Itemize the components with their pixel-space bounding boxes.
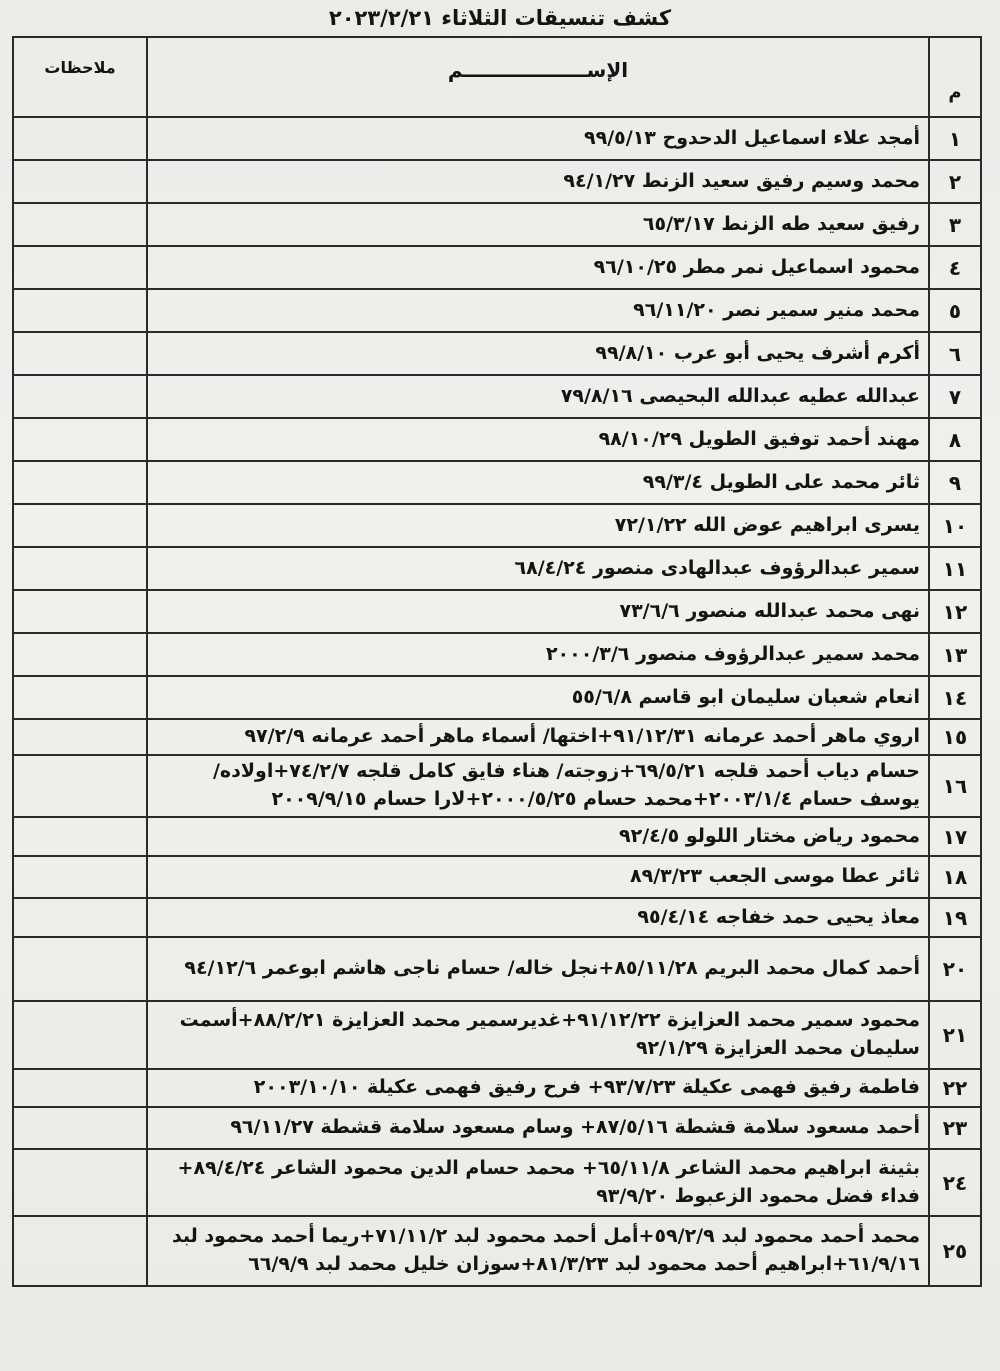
row-number: ٢١ — [929, 1001, 981, 1069]
table-row — [13, 375, 981, 418]
table-row — [13, 418, 981, 461]
row-name: بثينة ابراهيم محمد الشاعر ٦٥/١١/٨+ محمد حسام الدين محمود الشاعر ٨٩/٤/٢٤+ فداء فضل محمود الزعبوط ٩٣/٩/٢٠ — [147, 1149, 929, 1216]
row-notes — [13, 1001, 147, 1069]
row-number: ٢٤ — [929, 1149, 981, 1216]
row-name: أمجد علاء اسماعيل الدحدوح ٩٩/٥/١٣ — [147, 117, 929, 160]
table-row — [13, 1216, 981, 1286]
row-name: حسام دياب أحمد قلجه ٦٩/٥/٢١+زوجته/ هناء فايق كامل قلجه ٧٤/٢/٧+اولاده/يوسف حسام ٢٠٠٣/١/٤+محمد حسام ٢٠٠٠/٥/٢٥+لارا حسام ٢٠٠٩/٩/١٥ — [147, 755, 929, 817]
page-title: كشف تنسيقات الثلاثاء ٢٠٢٣/٢/٢١ — [328, 6, 672, 30]
row-notes — [13, 937, 147, 1001]
row-number: ١٦ — [929, 755, 981, 817]
row-notes — [13, 817, 147, 856]
row-name: ثائر عطا موسى الجعب ٨٩/٣/٢٣ — [147, 856, 929, 898]
row-number: ١١ — [929, 547, 981, 590]
row-name: أكرم أشرف يحيى أبو عرب ٩٩/٨/١٠ — [147, 332, 929, 375]
row-name: محمد سمير عبدالرؤوف منصور ٢٠٠٠/٣/٦ — [147, 633, 929, 676]
row-notes — [13, 755, 147, 817]
table-row — [13, 755, 981, 817]
table-row — [13, 289, 981, 332]
row-notes — [13, 676, 147, 719]
row-number: ٢ — [929, 160, 981, 203]
row-notes — [13, 719, 147, 755]
row-notes — [13, 160, 147, 203]
row-notes — [13, 856, 147, 898]
coordination-table — [12, 36, 982, 1287]
header-notes: ملاحظات — [13, 37, 147, 117]
table-row — [13, 856, 981, 898]
row-name: محمود سمير محمد العزايزة ٩١/١٢/٢٢+غديرسمير محمد العزايزة ٨٨/٢/٢١+أسمت سليمان محمد العزايزة ٩٢/١/٢٩ — [147, 1001, 929, 1069]
row-number: ٩ — [929, 461, 981, 504]
row-name: أحمد كمال محمد البريم ٨٥/١١/٢٨+نجل خاله/ حسام ناجى هاشم ابوعمر ٩٤/١٢/٦ — [147, 937, 929, 1001]
table-row — [13, 1001, 981, 1069]
row-number: ٦ — [929, 332, 981, 375]
row-notes — [13, 547, 147, 590]
table-row — [13, 1069, 981, 1107]
row-name: انعام شعبان سليمان ابو قاسم ٥٥/٦/٨ — [147, 676, 929, 719]
row-name: محمد منير سمير نصر ٩٦/١١/٢٠ — [147, 289, 929, 332]
table-row — [13, 633, 981, 676]
row-name: محمد أحمد محمود لبد ٥٩/٢/٩+أمل أحمد محمود لبد ٧١/١١/٢+ريما أحمد محمود لبد ٦١/٩/١٦+ابراهيم أحمد محمود لبد ٨١/٣/٢٣+سوزان خليل محمد لبد ٦٦/٩/٩ — [147, 1216, 929, 1286]
table-row — [13, 817, 981, 856]
table-row — [13, 117, 981, 160]
row-notes — [13, 375, 147, 418]
row-notes — [13, 289, 147, 332]
row-notes — [13, 1216, 147, 1286]
row-number: ٨ — [929, 418, 981, 461]
row-name: مهند أحمد توفيق الطويل ٩٨/١٠/٢٩ — [147, 418, 929, 461]
row-name: محمود رياض مختار اللولو ٩٢/٤/٥ — [147, 817, 929, 856]
row-number: ٢٥ — [929, 1216, 981, 1286]
table-row — [13, 547, 981, 590]
table-row — [13, 332, 981, 375]
row-name: سمير عبدالرؤوف عبدالهادى منصور ٦٨/٤/٢٤ — [147, 547, 929, 590]
row-notes — [13, 590, 147, 633]
row-notes — [13, 117, 147, 160]
header-number: م — [929, 37, 981, 117]
table-row — [13, 590, 981, 633]
table-row — [13, 504, 981, 547]
row-number: ٣ — [929, 203, 981, 246]
row-number: ١٤ — [929, 676, 981, 719]
row-name: اروي ماهر أحمد عرمانه ٩١/١٢/٣١+اختها/ أسماء ماهر أحمد عرمانه ٩٧/٢/٩ — [147, 719, 929, 755]
row-number: ١٣ — [929, 633, 981, 676]
row-number: ١٨ — [929, 856, 981, 898]
table-row — [13, 1107, 981, 1149]
row-number: ٤ — [929, 246, 981, 289]
row-notes — [13, 504, 147, 547]
row-notes — [13, 898, 147, 937]
table-row — [13, 461, 981, 504]
table-row — [13, 246, 981, 289]
table-row — [13, 676, 981, 719]
row-notes — [13, 1149, 147, 1216]
row-number: ٧ — [929, 375, 981, 418]
row-name: معاذ يحيى حمد خفاجه ٩٥/٤/١٤ — [147, 898, 929, 937]
row-name: ثائر محمد على الطويل ٩٩/٣/٤ — [147, 461, 929, 504]
row-name: محمد وسيم رفيق سعيد الزنط ٩٤/١/٢٧ — [147, 160, 929, 203]
row-number: ١٢ — [929, 590, 981, 633]
row-name: عبدالله عطيه عبدالله البحيصى ٧٩/٨/١٦ — [147, 375, 929, 418]
row-number: ١٩ — [929, 898, 981, 937]
row-number: ٥ — [929, 289, 981, 332]
row-notes — [13, 633, 147, 676]
row-notes — [13, 1107, 147, 1149]
table-row — [13, 203, 981, 246]
row-name: نهى محمد عبدالله منصور ٧٣/٦/٦ — [147, 590, 929, 633]
row-name: يسرى ابراهيم عوض الله ٧٢/١/٢٢ — [147, 504, 929, 547]
table-row — [13, 898, 981, 937]
row-number: ١٥ — [929, 719, 981, 755]
row-number: ١٧ — [929, 817, 981, 856]
row-notes — [13, 246, 147, 289]
row-number: ١ — [929, 117, 981, 160]
row-notes — [13, 418, 147, 461]
table-header-row — [13, 37, 981, 117]
row-number: ٢٣ — [929, 1107, 981, 1149]
row-number: ٢٠ — [929, 937, 981, 1001]
row-name: محمود اسماعيل نمر مطر ٩٦/١٠/٢٥ — [147, 246, 929, 289]
table-row — [13, 1149, 981, 1216]
table-row — [13, 719, 981, 755]
row-name: رفيق سعيد طه الزنط ٦٥/٣/١٧ — [147, 203, 929, 246]
table-row — [13, 160, 981, 203]
row-name: فاطمة رفيق فهمى عكيلة ٩٣/٧/٢٣+ فرح رفيق فهمى عكيلة ٢٠٠٣/١٠/١٠ — [147, 1069, 929, 1107]
row-name: أحمد مسعود سلامة قشطة ٨٧/٥/١٦+ وسام مسعود سلامة قشطة ٩٦/١١/٢٧ — [147, 1107, 929, 1149]
row-notes — [13, 203, 147, 246]
row-notes — [13, 461, 147, 504]
header-name: الإســــــــــــــــــم — [147, 37, 929, 117]
row-notes — [13, 332, 147, 375]
row-number: ١٠ — [929, 504, 981, 547]
table-row — [13, 937, 981, 1001]
row-notes — [13, 1069, 147, 1107]
row-number: ٢٢ — [929, 1069, 981, 1107]
